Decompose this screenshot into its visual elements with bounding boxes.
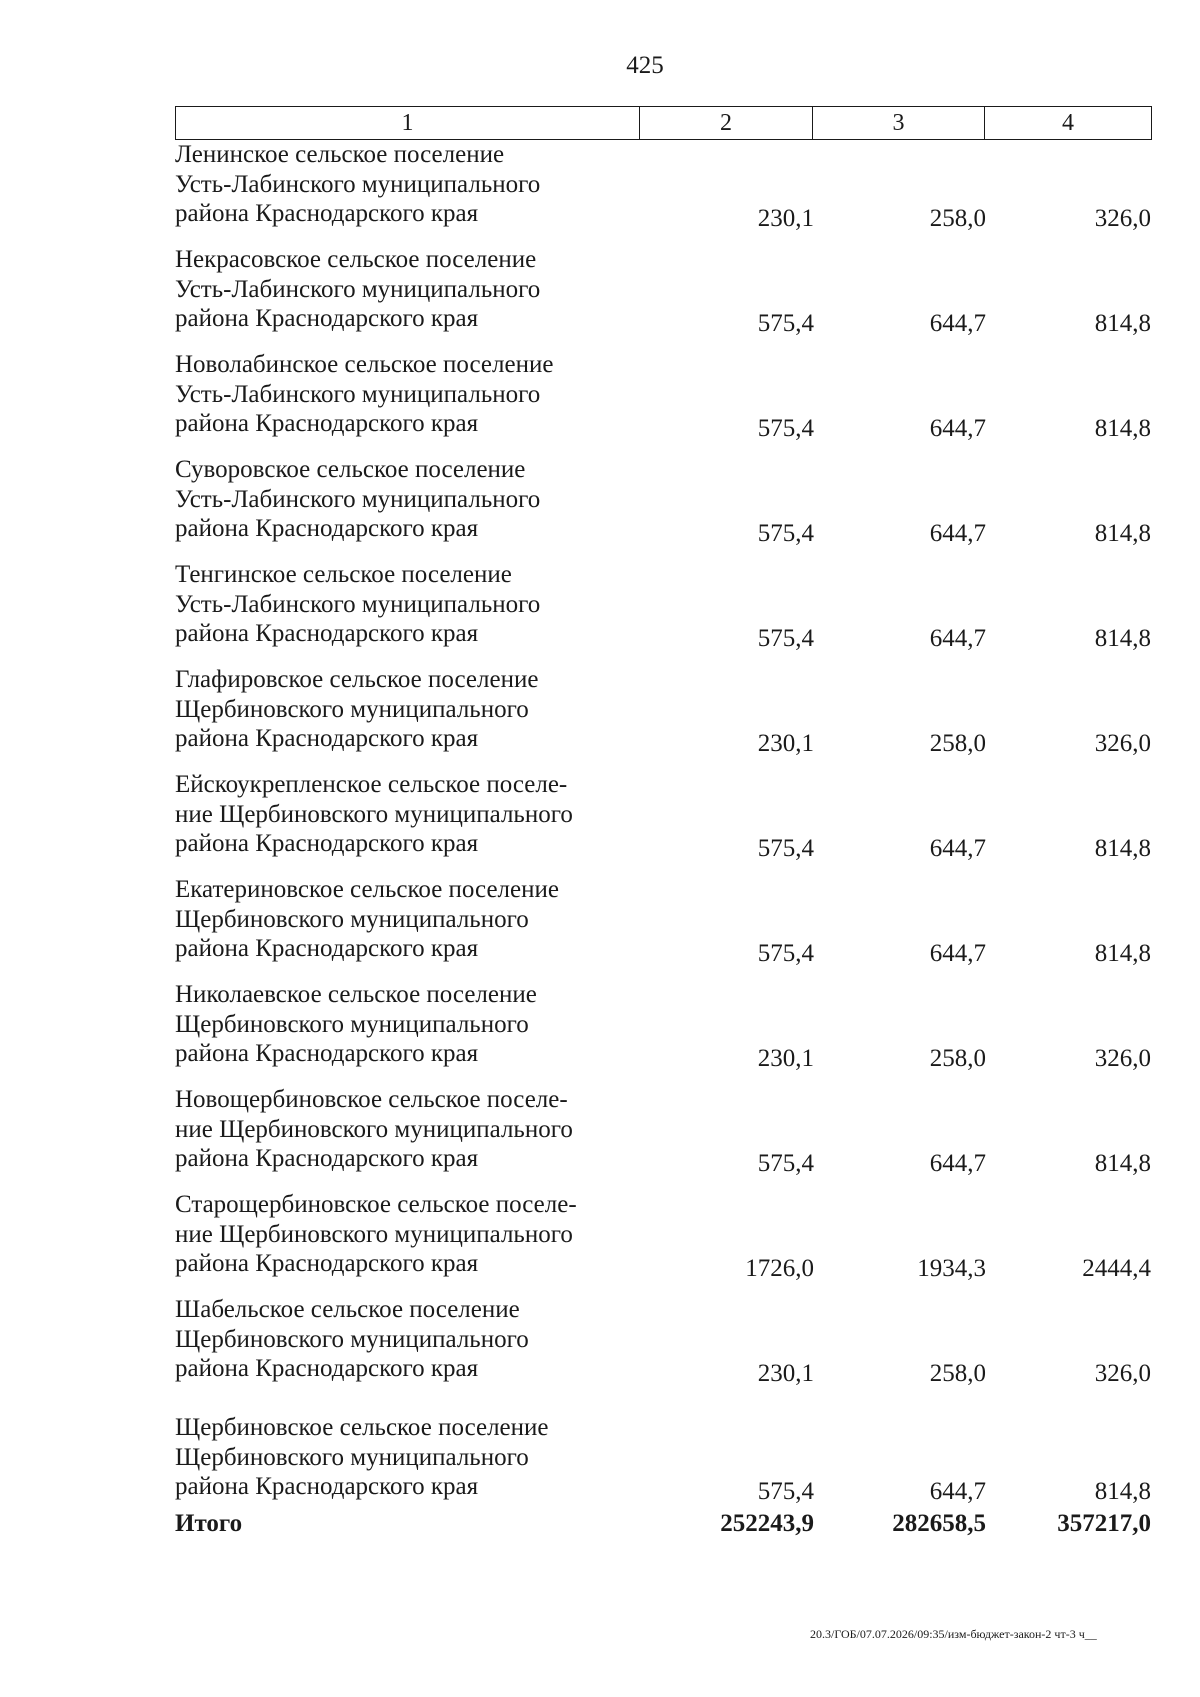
settlement-name: Новолабинское сельское поселение Усть-Лабинского муниципального района Краснодарского края (175, 351, 554, 437)
total-label: Итого (175, 1510, 243, 1537)
value-col-4: 326,0 (1094, 1044, 1151, 1072)
settlement-name: Новощербиновское сельское поселе- ние Щербиновского муниципального района Краснодарского края (175, 1086, 573, 1172)
column-header-4: 4 (985, 107, 1152, 140)
value-col-3: 258,0 (929, 1359, 986, 1387)
value-col-2: 230,1 (757, 1044, 814, 1072)
table-row (175, 140, 1151, 245)
value-col-4: 2444,4 (1082, 1254, 1151, 1282)
total-col-4: 357217,0 (1057, 1510, 1151, 1537)
total-col-2: 252243,9 (720, 1510, 814, 1537)
total-row (175, 1510, 1151, 1550)
value-col-3: 258,0 (929, 1044, 986, 1072)
settlement-name: Ейскоукрепленское сельское поселе- ние Щербиновского муниципального района Краснодарского края (175, 771, 573, 857)
value-col-2: 575,4 (757, 309, 814, 337)
table-body (175, 140, 1151, 1518)
column-header-1: 1 (176, 107, 640, 140)
value-col-3: 258,0 (929, 729, 986, 757)
value-col-4: 814,8 (1094, 624, 1151, 652)
value-col-3: 644,7 (929, 939, 986, 967)
value-col-2: 575,4 (757, 834, 814, 862)
settlement-name: Старощербиновское сельское поселе- ние Щербиновского муниципального района Краснодарского края (175, 1191, 577, 1277)
value-col-2: 575,4 (757, 414, 814, 442)
table-row (175, 560, 1151, 665)
value-col-3: 644,7 (929, 414, 986, 442)
value-col-2: 575,4 (757, 939, 814, 967)
value-col-3: 644,7 (929, 834, 986, 862)
table-row (175, 455, 1151, 560)
value-col-2: 575,4 (757, 1477, 814, 1505)
value-col-2: 575,4 (757, 624, 814, 652)
table-row (175, 665, 1151, 770)
value-col-3: 644,7 (929, 1477, 986, 1505)
table-row (175, 1295, 1151, 1413)
value-col-3: 644,7 (929, 624, 986, 652)
value-col-3: 1934,3 (917, 1254, 986, 1282)
table-row (175, 770, 1151, 875)
value-col-4: 814,8 (1094, 1149, 1151, 1177)
value-col-2: 230,1 (757, 204, 814, 232)
page-number: 425 (626, 52, 664, 79)
table-header-row (176, 107, 1152, 140)
value-col-4: 326,0 (1094, 729, 1151, 757)
value-col-2: 575,4 (757, 519, 814, 547)
value-col-4: 814,8 (1094, 519, 1151, 547)
column-header-3: 3 (813, 107, 985, 140)
table-row (175, 1190, 1151, 1295)
settlement-name: Николаевское сельское поселение Щербиновского муниципального района Краснодарского края (175, 981, 537, 1067)
value-col-4: 814,8 (1094, 309, 1151, 337)
value-col-3: 644,7 (929, 309, 986, 337)
value-col-2: 230,1 (757, 729, 814, 757)
table-row (175, 980, 1151, 1085)
value-col-2: 1726,0 (745, 1254, 814, 1282)
table-row (175, 1085, 1151, 1190)
value-col-2: 230,1 (757, 1359, 814, 1387)
value-col-3: 644,7 (929, 1149, 986, 1177)
value-col-4: 326,0 (1094, 204, 1151, 232)
value-col-3: 258,0 (929, 204, 986, 232)
table-row (175, 245, 1151, 350)
value-col-4: 814,8 (1094, 939, 1151, 967)
table-row (175, 875, 1151, 980)
settlement-name: Глафировское сельское поселение Щербиновского муниципального района Краснодарского края (175, 666, 539, 752)
table-header (175, 106, 1152, 140)
value-col-3: 644,7 (929, 519, 986, 547)
column-header-2: 2 (640, 107, 813, 140)
settlement-name: Екатериновское сельское поселение Щербиновского муниципального района Краснодарского края (175, 876, 559, 962)
settlement-name: Шабельское сельское поселение Щербиновского муниципального района Краснодарского края (175, 1296, 529, 1382)
document-footer: 20.3/ГОБ/07.07.2026/09:35/изм-бюджет-закон-2 чт-3 ч__ (810, 1627, 1097, 1641)
settlement-name: Тенгинское сельское поселение Усть-Лабинского муниципального района Краснодарского края (175, 561, 541, 647)
value-col-2: 575,4 (757, 1149, 814, 1177)
value-col-4: 814,8 (1094, 1477, 1151, 1505)
value-col-4: 814,8 (1094, 834, 1151, 862)
value-col-4: 326,0 (1094, 1359, 1151, 1387)
settlement-name: Суворовское сельское поселение Усть-Лабинского муниципального района Краснодарского края (175, 456, 541, 542)
value-col-4: 814,8 (1094, 414, 1151, 442)
total-col-3: 282658,5 (892, 1510, 986, 1537)
settlement-name: Некрасовское сельское поселение Усть-Лабинского муниципального района Краснодарского края (175, 246, 541, 332)
settlement-name: Щербиновское сельское поселение Щербиновского муниципального района Краснодарского края (175, 1414, 549, 1500)
table-row (175, 1413, 1151, 1518)
settlement-name: Ленинское сельское поселение Усть-Лабинского муниципального района Краснодарского края (175, 141, 541, 227)
table-row (175, 350, 1151, 455)
